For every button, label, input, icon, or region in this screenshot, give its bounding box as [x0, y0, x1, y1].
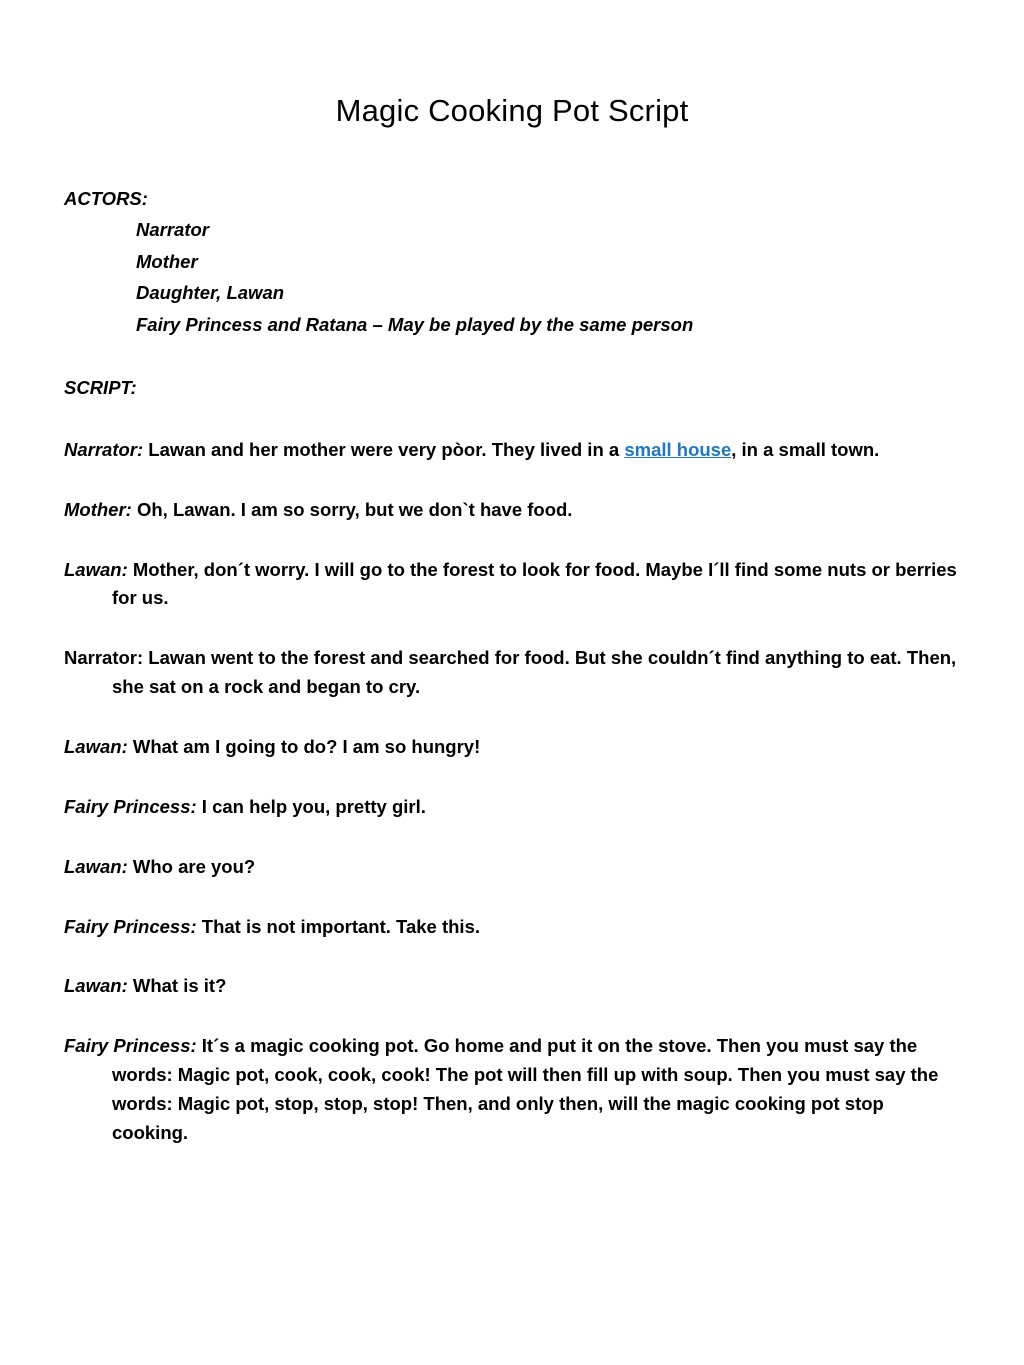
list-item: Daughter, Lawan: [136, 282, 285, 304]
script-line: [64, 853, 962, 882]
document-body: [0, 129, 1024, 1147]
script-line: [64, 1032, 962, 1147]
spacer: [64, 941, 962, 972]
script-line: [64, 972, 962, 1001]
script-heading: SCRIPT:: [64, 377, 137, 399]
spacer: [64, 525, 962, 556]
line-text-before: Lawan and her mother were very pòor. They lived in a: [143, 438, 625, 460]
line-text: Mother, don´t worry. I will go to the forest to look for food. Maybe I´ll find some nuts or berries for us.: [112, 558, 957, 609]
script-line: [64, 644, 962, 702]
spacer: [64, 702, 962, 733]
speaker-name: Lawan:: [64, 855, 128, 877]
small-house-link[interactable]: small house: [624, 438, 732, 460]
line-text: What is it?: [127, 975, 227, 997]
line-text: I can help you, pretty girl.: [196, 795, 426, 817]
page-title: Magic Cooking Pot Script: [335, 93, 689, 128]
spacer: [64, 341, 962, 374]
list-item: Mother: [136, 250, 198, 272]
line-text: Lawan went to the forest and searched for food. But she couldn´t find anything to eat. Then, she sat on a rock and began to cry.: [112, 647, 957, 698]
actors-heading: ACTORS:: [64, 188, 148, 210]
speaker-name: Narrator:: [64, 438, 144, 460]
script-line: [64, 913, 962, 942]
speaker-name: Fairy Princess:: [64, 915, 197, 937]
speaker-name: Lawan:: [64, 735, 128, 757]
actors-list: [64, 214, 962, 341]
line-text: Who are you?: [127, 855, 256, 877]
line-text: What am I going to do? I am so hungry!: [127, 735, 481, 757]
speaker-name: Mother:: [64, 498, 132, 520]
spacer: [64, 1001, 962, 1032]
spacer: [64, 882, 962, 913]
spacer: [64, 822, 962, 853]
script-line: [64, 733, 962, 762]
spacer: [64, 613, 962, 644]
spacer: [64, 403, 962, 436]
line-text: Oh, Lawan. I am so sorry, but we don`t have food.: [131, 498, 573, 520]
line-text: That is not important. Take this.: [196, 915, 481, 937]
speaker-name: Fairy Princess:: [64, 1035, 197, 1057]
list-item: Narrator: [136, 218, 209, 240]
spacer: [64, 465, 962, 496]
list-item: Fairy Princess and Ratana – May be played by the same person: [136, 314, 694, 336]
line-text: It´s a magic cooking pot. Go home and put it on the stove. Then you must say the words: Magic pot, cook, cook, cook! The pot will then fill up with soup. Then you must say the words: Magic pot, stop, stop, stop! Then, and only then, will the magic cooking pot stop cooking.: [112, 1035, 939, 1143]
script-line: [64, 436, 962, 465]
speaker-name: Narrator:: [64, 647, 144, 669]
speaker-name: Lawan:: [64, 975, 128, 997]
spacer: [64, 762, 962, 793]
line-text-after: , in a small town.: [731, 438, 880, 460]
script-line: [64, 556, 962, 614]
script-line: [64, 793, 962, 822]
speaker-name: Fairy Princess:: [64, 795, 197, 817]
script-line: [64, 496, 962, 525]
speaker-name: Lawan:: [64, 558, 128, 580]
